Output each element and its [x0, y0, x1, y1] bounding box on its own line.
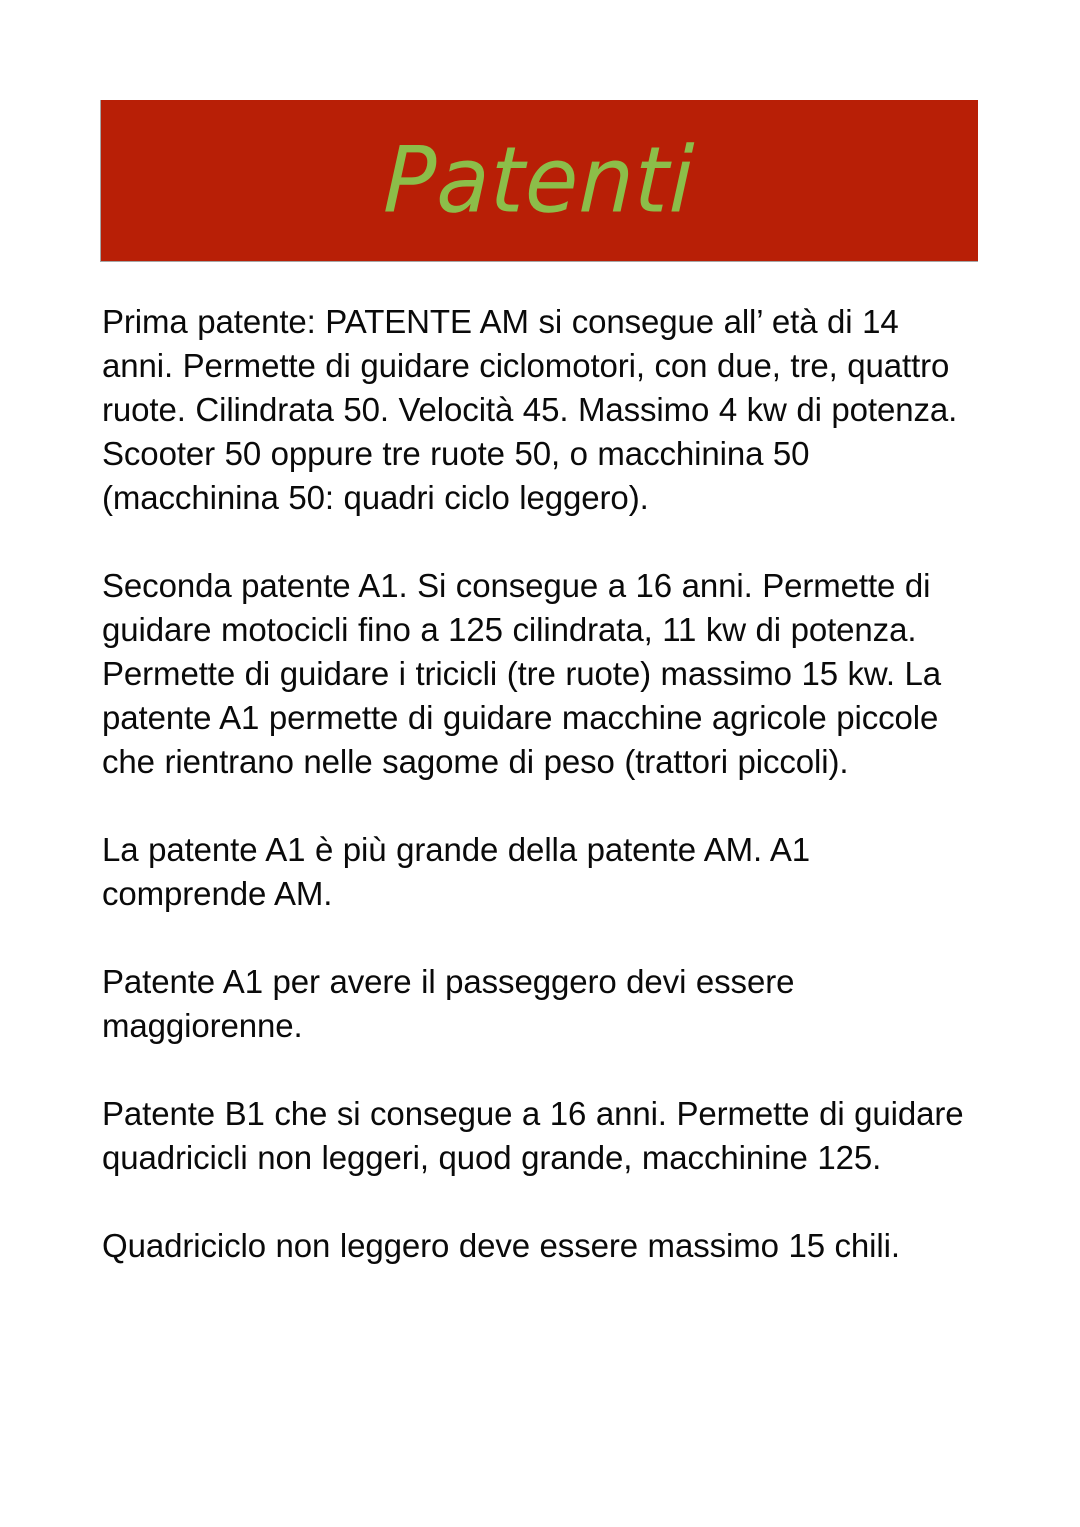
paragraph: Prima patente: PATENTE AM si consegue all’ età di 14 anni. Permette di guidare ciclomotori, con due, tre, quattro ruote. Cilindrata 50. Velocità 45. Massimo 4 kw di potenza. Scooter 50 oppure tre ruote 50, o macchinina 50 (macchinina 50: quadri ciclo leggero).	[102, 303, 958, 516]
paragraph: Seconda patente A1. Si consegue a 16 anni. Permette di guidare motocicli fino a 125 cilindrata, 11 kw di potenza. Permette di guidare i tricicli (tre ruote) massimo 15 kw. La patente A1 permette di guidare macchine agricole piccole che rientrano nelle sagome di peso (trattori piccoli).	[102, 567, 941, 780]
paragraph: Patente B1 che si consegue a 16 anni. Permette di guidare quadricicli non leggeri, quod grande, macchinine 125.	[102, 1095, 964, 1176]
page-title: Patenti	[382, 127, 697, 234]
paragraph: Quadriciclo non leggero deve essere massimo 15 chili.	[102, 1227, 900, 1264]
document-body	[102, 300, 968, 1268]
paragraph: La patente A1 è più grande della patente AM. A1 comprende AM.	[102, 831, 811, 912]
title-banner	[100, 100, 978, 262]
paragraph: Patente A1 per avere il passeggero devi essere maggiorenne.	[102, 963, 795, 1044]
